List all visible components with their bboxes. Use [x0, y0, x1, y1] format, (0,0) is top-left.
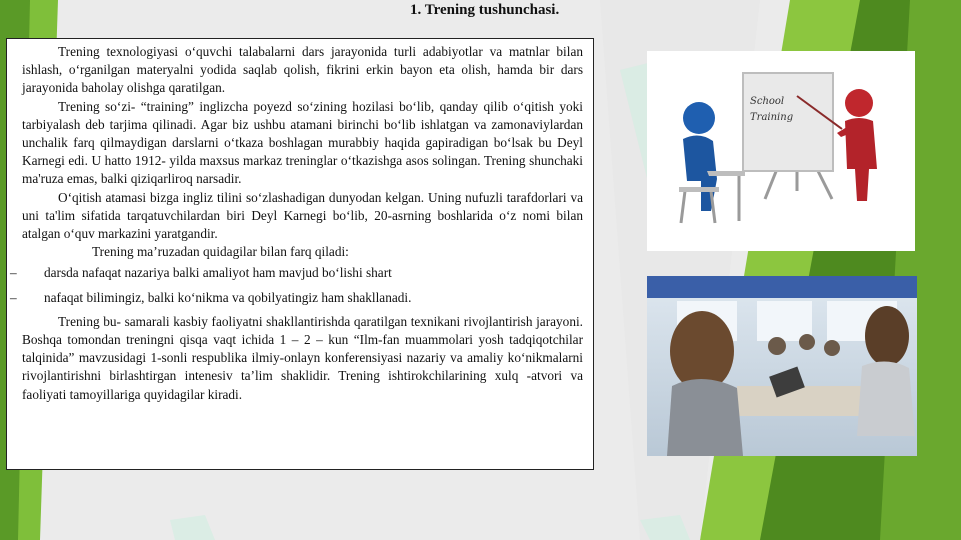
paragraph-3: O‘qitish atamasi bizga ingliz tilini so‘zlashadigan dunyodan kelgan. Uning nufuzli tarafdorlari va uni ta'lim sifatida tarqatuvchilardan biri Deyl Karnegi bo‘lib, 20-asrning boshlarida o‘z nomi bilan atalgan o‘quv markazini yaratgandir. — [22, 189, 583, 242]
board-text-training: Training — [750, 112, 794, 123]
list-item — [10, 264, 583, 282]
board-text-school: School — [750, 96, 785, 107]
paragraph-5: Trening bu- samarali kasbiy faoliyatni shakllantirishda qaratilgan texnikani rivojlantirish jarayoni. Boshqa tomondan treningni qisqa vaqt ichida 1 – 2 – kun “Ilm-fan muammolari yosh tadqiqotchilar talqinida” mavzusidagi 1-sonli respublika ilmiy-onlayn konferensiyasi nazariy va amaliy ko‘nikmalarni rivojlantirishni birlashtirgan intenesiv ta’lim shaklidir. Trening ishtirokchilarining xulq -atvori va faoliyati tamoyillariga quyidagilar kiradi. — [22, 313, 583, 402]
list-item-text: darsda nafaqat nazariya balki amaliyot ham mavjud bo‘lishi shart — [44, 265, 392, 281]
paragraph-1: Trening texnologiyasi o‘quvchi talabalarni dars jarayonida turli adabiyotlar va matnlar bilan ishlash, o‘rganilgan materyalni yodida saqlab qolish, fikrini erkin bayon eta olish, hamda bir dars jarayonida baholay olishga qaratilgan. — [22, 44, 583, 96]
slide-title: 1. Trening tushunchasi. — [410, 2, 560, 18]
list-item-text: nafaqat bilimingiz, balki ko‘nikma va qobilyatingiz ham shakllanadi. — [44, 289, 412, 305]
school-training-illustration — [647, 51, 915, 251]
list-item — [10, 289, 583, 307]
bullet-list — [10, 264, 583, 306]
text-box — [6, 38, 594, 470]
window-frame — [647, 276, 917, 298]
classroom-photo — [647, 276, 917, 456]
bullet-dash: – — [10, 265, 17, 281]
paragraph-2: Trening so‘zi- “training” inglizcha poyezd so‘zining hozilasi bo‘lib, qanday qilib o‘qitish yoki tarbiyalash deb tarjima qilinadi. Agar biz ushbu atamani birinchi bo‘lib ishlatgan va zamonaviylardan unchalik farq qilmaydigan darslarni o‘tkaza boshlagan murabbiy haqida gapiradigan bo‘lsak bu Deyl Karnegi edi. U hatto 1912- yilda maxsus markaz treninglar o‘tkazishga asos solingan. Trening shunchaki ma'ruza emas, balki qiziqarliroq narsadir. — [22, 98, 583, 187]
paragraph-4: Trening ma’ruzadan quidagilar bilan farq qiladi: — [92, 244, 349, 260]
bullet-dash: – — [10, 289, 17, 305]
